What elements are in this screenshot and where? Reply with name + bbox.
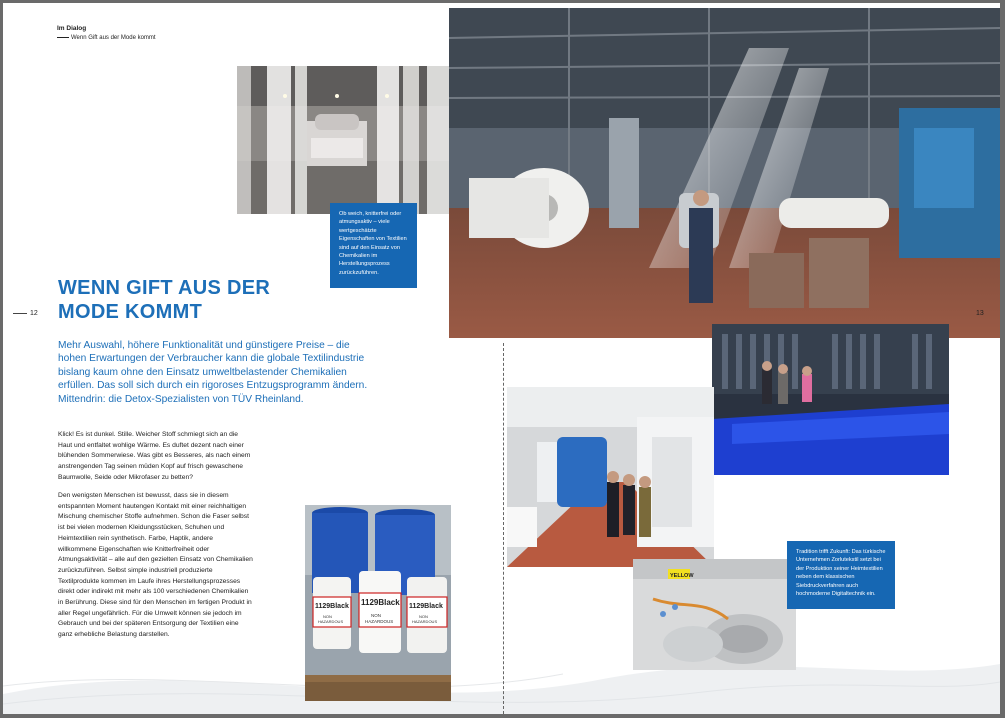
right-page (503, 3, 1000, 714)
page-number-left (13, 310, 38, 317)
tradition-caption-box: Tradition trifft Zukunft: Das türkische Unternehmen Zorlutekstil setzt bei der Produktion seiner Heimtextilien neben dem klassischen Siebdruckverfahren auch hochmoderne Digitaltechnik ein. (787, 541, 895, 609)
barrel-note-haz-3: HAZARDOUS (412, 619, 438, 624)
barrel-note-nonhaz-2: NON (371, 613, 381, 618)
barrel-label-2: 1129Black (361, 598, 400, 607)
barrel-note-haz-2: HAZARDOUS (365, 619, 394, 624)
barrel-label-3: 1129Black (409, 603, 443, 610)
headline-line-1: WENN GIFT AUS DER (58, 277, 271, 299)
left-page (3, 3, 503, 714)
digital-printing-hall-photo (507, 387, 714, 567)
chemical-barrels-photo (305, 505, 451, 701)
lead-paragraph: Mehr Auswahl, höhere Funktionalität und günstigere Preise – die hohen Erwartungen der Verbraucher kann die globale Textilindustrie bislang kaum ohne den Einsatz umweltbelastender Chemikalien erfüllen. Das soll sich durch ein rigoroses Entzugsprogramm ändern. Mittendrin: die Detox-Spezialisten von TÜV Rheinland. (58, 340, 368, 405)
page-number-right: 13 (976, 310, 984, 317)
headline-line-2: MODE KOMMT (58, 301, 203, 323)
printing-machine-photo (712, 324, 949, 475)
section-subtitle (57, 35, 156, 41)
barrel-note-haz-1: HAZARDOUS (318, 619, 344, 624)
textile-caption-box: Ob weich, knitterfrei oder atmungsaktiv – viele wertgeschätzte Eigenschaften von Textilien sind auf den Einsatz von Chemikalien im Herstellungsprozess zurückzuführen. (330, 203, 417, 288)
body-paragraph-1: Klick! Es ist dunkel. Stille. Weicher Stoff schmiegt sich an die Haut und entfaltet wohlige Wärme. Es duftet dezent nach einer blühenden Sommerwiese. Was gibt es Besseres, als nach einem anstrengenden Tag seinen müden Kopf auf frisch gewaschene Baumwolle, Seide oder Mikrofaser zu betten? (58, 431, 251, 481)
barrel-note-nonhaz-1: NON (323, 614, 332, 619)
yellow-tag-label: YELLOW (670, 573, 694, 579)
body-paragraph-2: Den wenigsten Menschen ist bewusst, dass sie in diesem entspannten Moment hautengen Kontakt mit einer reichhaltigen Mischung chemischer Stoffe aufnehmen. Schon die Faser selbst ist bei vielen modernen Kleidungsstücken, Schuhen und Heimtextilien rein synthetisch. Farbe, Haptik, andere willkommene Eigenschaften wie Knitterfreiheit oder Atmungsaktivität – alle auf den gezielten Einsatz von Chemikalien zurückzuführen. Selbst simple industriell produzierte Textilprodukte kommen im Laufe ihres Herstellungsprozesses direkt oder indirekt mit mehr als 100 verschiedenen Chemikalien in Berührung. Diese sind für den Menschen im fertigen Produkt in aller Regel ungefährlich. Für die Umwelt können sie jedoch im Gebrauch und bei der späteren Entsorgung der Textilien eine ganz erhebliche Belastung darstellen. (58, 492, 253, 639)
page-number-left-text: 12 (30, 310, 38, 317)
section-label: Im Dialog (57, 25, 87, 32)
machine-detail-photo (633, 559, 796, 670)
section-subtitle-text: Wenn Gift aus der Mode kommt (71, 35, 156, 41)
magazine-spread (3, 3, 1000, 714)
barrel-label-1: 1129Black (315, 603, 349, 610)
article-headline (58, 276, 358, 324)
barrel-note-nonhaz-3: NON (419, 614, 428, 619)
showroom-bed-photo (237, 66, 453, 214)
